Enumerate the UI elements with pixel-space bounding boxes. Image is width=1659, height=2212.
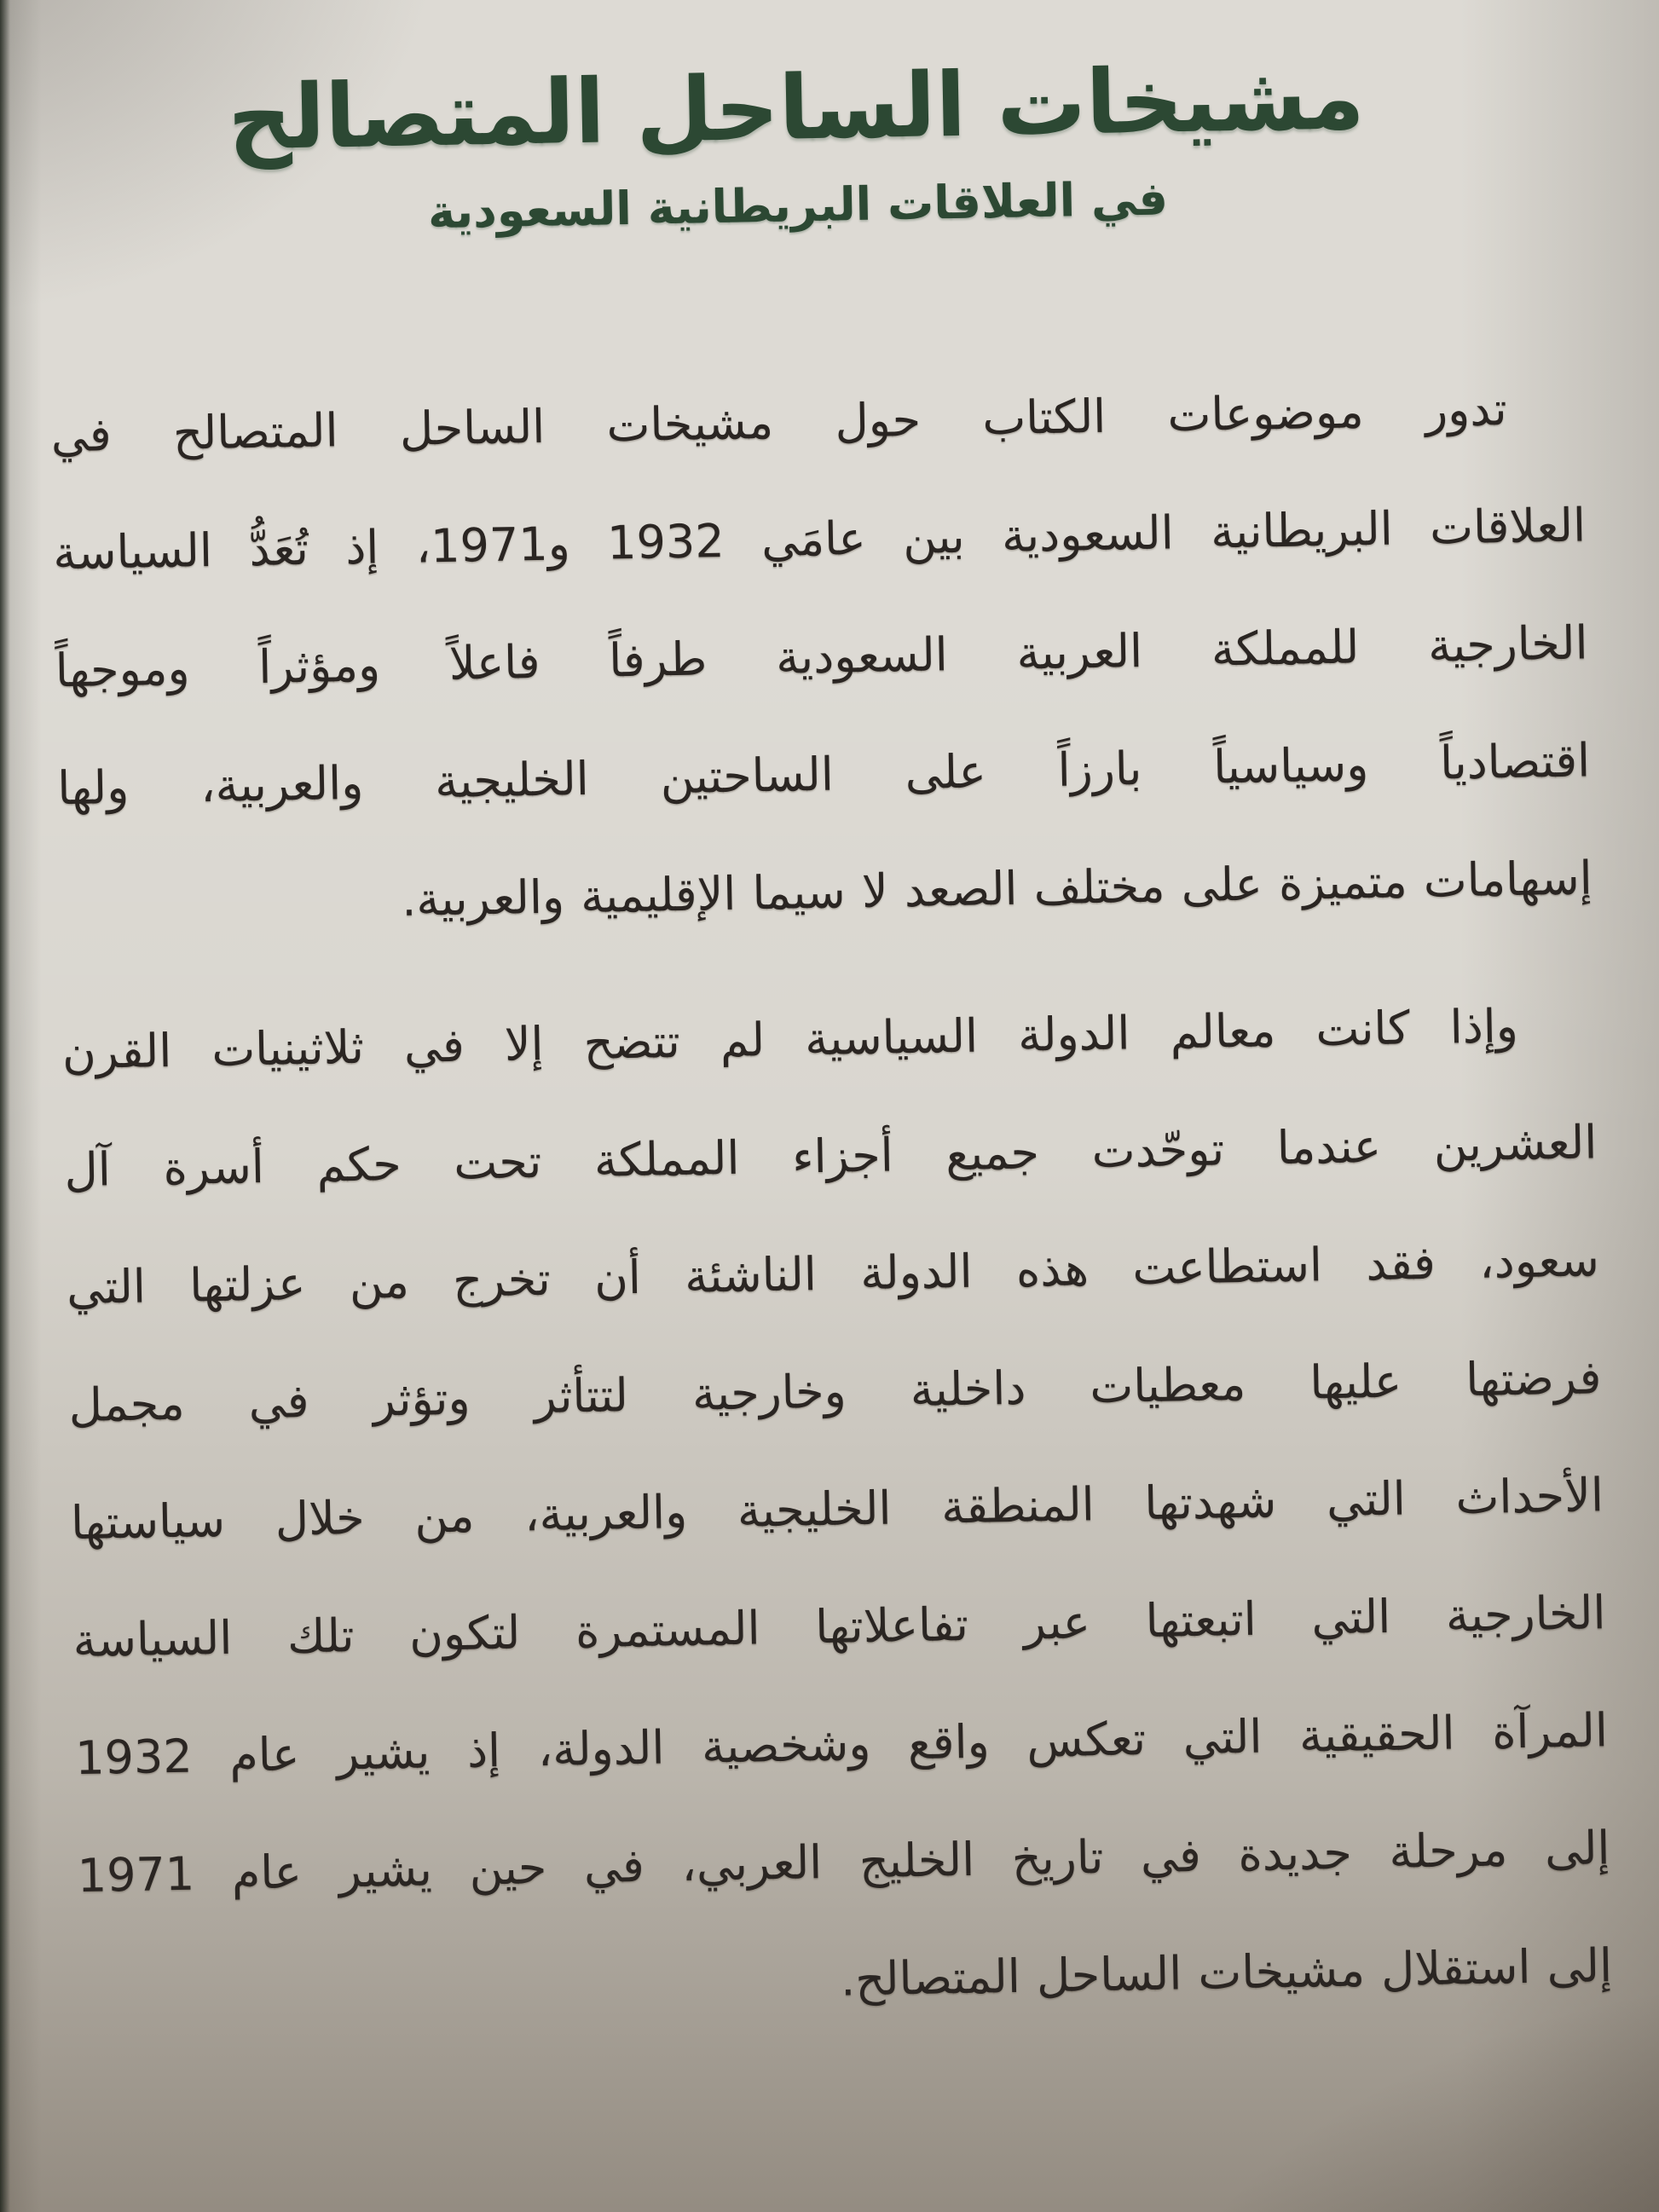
text-line: وإذا كانت معالم الدولة السياسية لم تتضح إلا في ثلاثينيات القرن bbox=[61, 998, 1519, 1080]
text-line: سعود، فقد استطاعت هذه الدولة الناشئة أن تخرج من عزلتها التي bbox=[66, 1233, 1600, 1315]
paragraph-1 bbox=[50, 349, 1593, 965]
book-title: مشيخات الساحل المتصالح bbox=[227, 45, 1366, 170]
text-line: إلى مرحلة جديدة في تاريخ الخليج العربي، في حين يشير عام 1971 bbox=[77, 1821, 1611, 1903]
text-line: الخارجية التي اتبعتها عبر تفاعلاتها المستمرة لتكون تلك السياسة bbox=[72, 1585, 1606, 1668]
title-block bbox=[0, 25, 1627, 248]
text-line: إلى استقلال مشيخات الساحل المتصالح. bbox=[840, 1938, 1613, 2007]
text-line: اقتصادياً وسياسياً بارزاً على الساحتين الخليجية والعربية، ولها bbox=[56, 733, 1591, 816]
text-line: العلاقات البريطانية السعودية بين عامَي 1932 و1971، إذ تُعَدُّ السياسة bbox=[52, 498, 1587, 580]
text-line: فرضتها عليها معطيات داخلية وخارجية لتتأثر وتؤثر في مجمل bbox=[68, 1350, 1602, 1433]
paragraph-2 bbox=[61, 966, 1613, 2053]
text-line: الأحداث التي شهدتها المنطقة الخليجية والعربية، من خلال سياستها bbox=[70, 1468, 1604, 1551]
text-line: تدور موضوعات الكتاب حول مشيخات الساحل المتصالح في bbox=[50, 382, 1508, 463]
blurb-text bbox=[50, 349, 1614, 2082]
book-subtitle: في العلاقات البريطانية السعودية bbox=[427, 171, 1169, 240]
text-line: العشرين عندما توحّدت جميع أجزاء المملكة تحت حكم أسرة آل bbox=[64, 1115, 1598, 1198]
text-line: إسهامات متميزة على مختلف الصعد لا سيما الإقليمية والعربية. bbox=[401, 851, 1593, 927]
text-line: الخارجية للمملكة العربية السعودية طرفاً فاعلاً ومؤثراً وموجهاً bbox=[55, 615, 1589, 698]
text-line: المرآة الحقيقية التي تعكس واقع وشخصية الدولة، إذ يشير عام 1932 bbox=[74, 1703, 1609, 1786]
